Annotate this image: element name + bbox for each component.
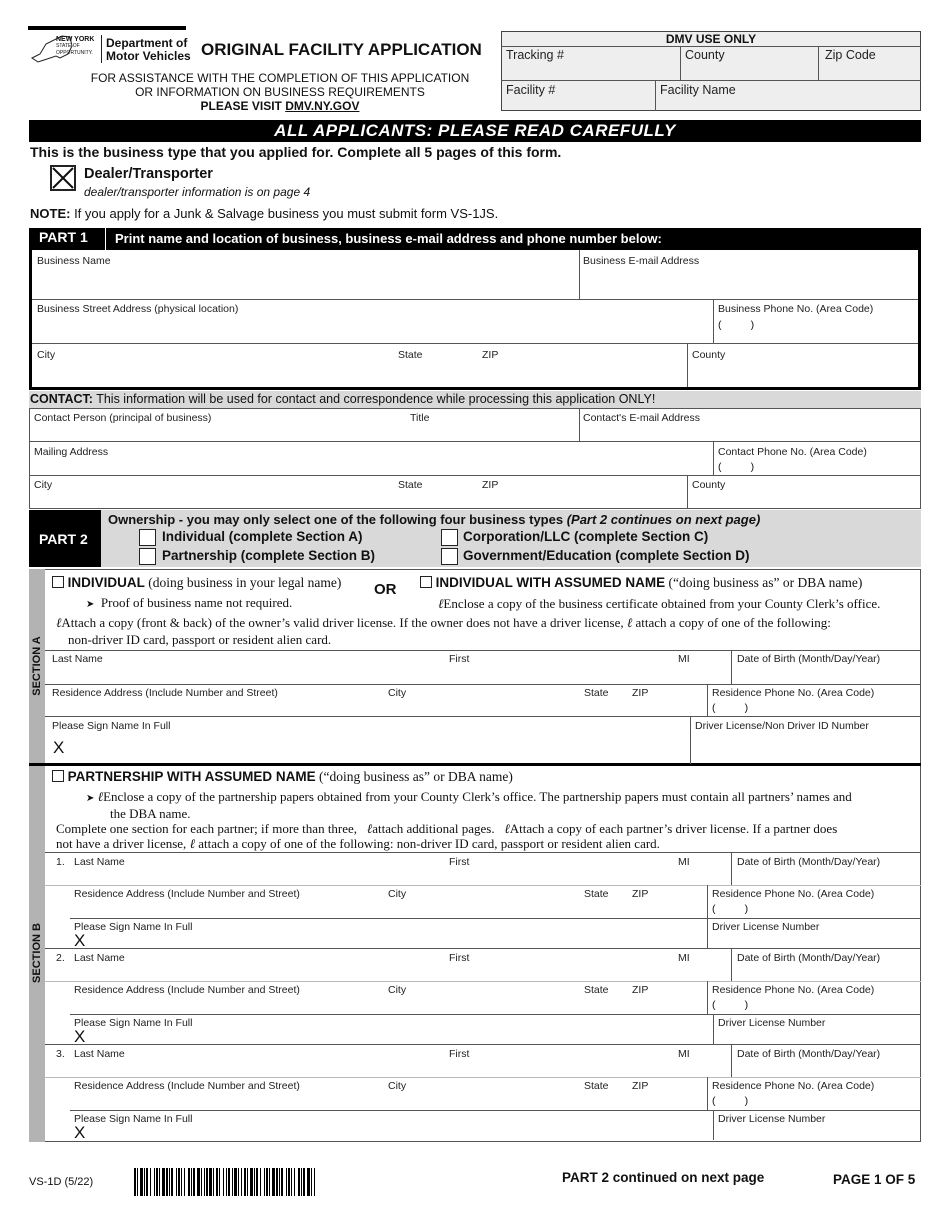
checked-x-icon [52,167,74,189]
contact-email-field[interactable]: Contact's E-mail Address [583,412,700,424]
barcode-bar [213,1168,214,1196]
header [0,0,950,118]
business-street-field[interactable]: Business Street Address (physical location) [37,303,239,315]
junk-salvage-note [30,206,498,221]
partnership-option-checkbox[interactable] [139,548,156,565]
agency-line2: Motor Vehicles [106,49,191,63]
barcode-bar [294,1168,295,1196]
barcode-bar [191,1168,192,1196]
barcode-bar [154,1168,155,1196]
partner-2-zip-field[interactable]: ZIP [632,984,649,996]
paperclip-icon: ℓ [438,596,444,611]
part2-heading [108,512,760,527]
partner-2-city-field[interactable]: City [388,984,407,996]
contact-label: CONTACT: [30,392,93,406]
attach-license-line [56,615,831,631]
section-a-col-divider-3 [690,716,691,764]
assist-line2: OR INFORMATION ON BUSINESS REQUIREMENTS [135,85,425,99]
contact-col-divider-3 [687,475,688,509]
individual-city-field[interactable]: City [388,687,407,699]
business-zip-field[interactable]: ZIP [482,349,499,361]
government-option-checkbox[interactable] [441,548,458,565]
barcode-bar [137,1168,138,1196]
individual-option-checkbox[interactable] [139,529,156,546]
partner-1-col-divider-1 [731,852,732,885]
attach-license-line-2: non-driver ID card, passport or resident alien card. [68,632,332,647]
assistance-text [80,71,480,113]
arrow-bullet-icon: ➤ [86,599,95,610]
partnership-option-label: Partnership (complete Section B) [162,548,376,563]
attach-text-1: Attach a copy (front & back) of the owner’s valid driver license. If the owner does not have a driver license, [61,615,624,630]
partner-3-number: 3. [56,1048,65,1060]
mailing-address-field[interactable]: Mailing Address [34,446,109,458]
partner-2-col-divider-2 [707,981,708,1014]
barcode-bar [193,1168,195,1196]
contact-text: This information will be used for contact and correspondence while processing this application ONLY! [92,392,656,406]
section-a-col-divider-2 [707,684,708,716]
partner-1-signature-x: X [74,931,86,950]
partner-2-residence-phone-field[interactable]: Residence Phone No. (Area Code) [712,984,875,996]
barcode-bar [254,1168,255,1196]
barcode-bar [256,1168,258,1196]
section-a-row-divider-3 [45,716,921,717]
partner-1-first-name-field[interactable]: First [449,856,470,868]
complete-text-2b: attach a copy of one of the following: non-driver ID card, passport or resident alien card. [198,836,660,851]
individual-dob-field[interactable]: Date of Birth (Month/Day/Year) [737,653,881,665]
complete-text-a: Complete one section for each partner; if more than three, [56,821,358,836]
complete-text-2a: not have a driver license, [56,836,187,851]
partner-2-signature-x: X [74,1027,86,1046]
partner-1-top-divider [45,852,921,853]
barcode-bar [260,1168,261,1196]
or-separator: OR [374,581,397,598]
barcode-bar [241,1168,242,1196]
partnership-enclose-line [86,789,852,805]
contact-phone-field[interactable]: Contact Phone No. (Area Code) [718,446,867,458]
complete-text-c: Attach a copy of each partner’s driver license. If a partner does [509,821,838,836]
partner-2-mi-field[interactable]: MI [678,952,690,964]
individual-dba-checkbox[interactable] [420,576,432,588]
barcode-bar [206,1168,208,1196]
assist-line3 [80,99,480,113]
dealer-transporter-title: Dealer/Transporter [84,166,213,182]
barcode-bar [156,1168,158,1196]
partner-1-residence-phone-field[interactable]: Residence Phone No. (Area Code) [712,888,875,900]
individual-state-field[interactable]: State [584,687,609,699]
barcode-bar [134,1168,136,1196]
corporation-option-checkbox[interactable] [441,529,458,546]
barcode-bar [279,1168,280,1196]
partner-1-row-divider-1 [45,885,921,886]
barcode-bar [276,1168,278,1196]
barcode-bar [238,1168,239,1196]
barcode-bar [291,1168,292,1196]
individual-phone-area-parens: ( ) [712,702,749,714]
dmv-divider-2 [501,80,921,81]
barcode-bar [314,1168,315,1196]
assist-line1: FOR ASSISTANCE WITH THE COMPLETION OF THIS APPLICATION [90,71,470,85]
barcode-bar [281,1168,283,1196]
assist-prefix: PLEASE VISIT [200,99,286,113]
partnership-subtitle: (“doing business as” or DBA name) [315,769,513,784]
form-id: VS-1D (5/22) [29,1176,94,1188]
partner-3-row-divider-1 [45,1077,921,1078]
part1-label: PART 1 [39,229,88,245]
barcode-bar [169,1168,170,1196]
barcode-bar [159,1168,160,1196]
partner-3-city-field[interactable]: City [388,1080,407,1092]
barcode-bar [188,1168,190,1196]
partner-3-residence-field[interactable]: Residence Address (Include Number and Street) [74,1080,300,1092]
section-b-label: SECTION B [31,923,43,983]
business-phone-field[interactable]: Business Phone No. (Area Code) [718,303,874,315]
partner-2-license-field[interactable]: Driver License Number [718,1017,826,1029]
dealer-transporter-note: dealer/transporter information is on page 4 [84,185,311,199]
barcode-bar [234,1168,237,1196]
barcode-bar [226,1168,227,1196]
partner-1-row-divider-2 [70,918,921,919]
partner-3-top-divider [45,1044,921,1045]
partnership-title-line [52,769,513,785]
barcode-bar [171,1168,173,1196]
paperclip-icon: ℓ [189,836,195,851]
logo-state-line2: STATE OF [56,43,80,49]
partner-3-license-field[interactable]: Driver License Number [718,1113,826,1125]
partner-2-number: 2. [56,952,65,964]
barcode-bar [272,1168,275,1196]
dmv-divider-3 [680,46,681,80]
partner-1-number: 1. [56,856,65,868]
individual-mi-field[interactable]: MI [678,653,690,665]
barcode-bar [288,1168,290,1196]
proof-line [86,595,292,611]
barcode-image [134,1168,316,1196]
page-number: PAGE 1 OF 5 [833,1172,916,1187]
business-name-field[interactable]: Business Name [37,255,111,267]
partnership-complete-line-2 [56,836,660,852]
note-text: If you apply for a Junk & Salvage business you must submit form VS-1JS. [70,206,499,221]
part1-col-divider-2 [713,299,714,343]
partner-3-signature-x: X [74,1123,86,1142]
individual-title: INDIVIDUAL [67,575,145,590]
dba-subtitle: (“doing business as” or DBA name) [665,575,863,590]
barcode-bar [146,1168,148,1196]
partner-3-first-name-field[interactable]: First [449,1048,470,1060]
barcode-bar [301,1168,302,1196]
part1-heading: Print name and location of business, business e-mail address and phone number below: [115,231,662,246]
complete-text-b: attach additional pages. [372,821,495,836]
section-a-row-divider-2 [45,684,921,685]
part2-heading-text: Ownership - you may only select one of the following four business types [108,512,567,527]
contact-title-field[interactable]: Title [410,412,430,424]
partner-2-residence-field[interactable]: Residence Address (Include Number and Street) [74,984,300,996]
dba-line [420,575,862,591]
partner-2-dob-field[interactable]: Date of Birth (Month/Day/Year) [737,952,881,964]
contact-col-divider-2 [713,441,714,475]
partner-2-phone-area-parens: ( ) [712,999,749,1011]
individual-signature-field[interactable]: Please Sign Name In Full [52,720,171,732]
banner-text: ALL APPLICANTS: PLEASE READ CAREFULLY [274,121,676,140]
paperclip-icon: ℓ [366,821,373,836]
partner-1-city-field[interactable]: City [388,888,407,900]
partner-3-col-divider-2 [707,1077,708,1110]
partner-3-zip-field[interactable]: ZIP [632,1080,649,1092]
contact-row-divider-2 [29,475,921,476]
part1-row-divider-2 [32,343,918,344]
partner-2-col-divider-1 [731,948,732,981]
contact-col-divider-1 [579,408,580,441]
paperclip-icon: ℓ [626,615,633,630]
business-type-intro: This is the business type that you applied for. Complete all 5 pages of this form. [30,144,562,160]
business-county-field[interactable]: County [692,349,726,361]
individual-residence-phone-field[interactable]: Residence Phone No. (Area Code) [712,687,875,699]
barcode-bar [166,1168,168,1196]
dmv-divider-1 [501,46,921,47]
barcode-bar [307,1168,310,1196]
barcode-bar [150,1168,151,1196]
business-state-field[interactable]: State [398,349,423,361]
barcode-bar [216,1168,218,1196]
contact-person-field[interactable]: Contact Person (principal of business) [34,412,212,424]
barcode-bar [197,1168,200,1196]
partner-1-dob-field[interactable]: Date of Birth (Month/Day/Year) [737,856,881,868]
barcode-bar [298,1168,300,1196]
partnership-title: PARTNERSHIP WITH ASSUMED NAME [67,769,316,784]
dmv-facility-name-field: Facility Name [660,83,736,97]
section-a-row-divider-1 [45,650,921,651]
partner-2-last-name-field[interactable]: Last Name [74,952,125,964]
barcode-bar [232,1168,233,1196]
individual-zip-field[interactable]: ZIP [632,687,649,699]
barcode-bar [303,1168,305,1196]
barcode-bar [181,1168,182,1196]
partner-3-last-name-field[interactable]: Last Name [74,1048,125,1060]
dmv-divider-4 [818,46,819,80]
partner-3-mi-field[interactable]: MI [678,1048,690,1060]
dealer-transporter-checkbox[interactable] [50,165,76,191]
part1-row-divider-1 [32,299,918,300]
partnership-enclose-text: Enclose a copy of the partnership papers obtained from your County Clerk’s office. The partnership papers must contain all partners’ names and [103,789,852,804]
individual-first-name-field[interactable]: First [449,653,470,665]
paperclip-icon: ℓ [504,821,510,836]
barcode-bar [244,1168,246,1196]
barcode-bar [228,1168,230,1196]
individual-license-field[interactable]: Driver License/Non Driver ID Number [695,720,869,732]
dmv-county-field: County [685,48,725,62]
barcode-bar [178,1168,180,1196]
section-a-label: SECTION A [31,636,43,696]
barcode-bar [184,1168,185,1196]
arrow-bullet-icon: ➤ [86,793,95,804]
individual-option-label: Individual (complete Section A) [162,529,363,544]
partner-1-license-field[interactable]: Driver License Number [712,921,820,933]
contact-row-divider-1 [29,441,921,442]
individual-last-name-field[interactable]: Last Name [52,653,103,665]
barcode-bar [219,1168,220,1196]
page-title: ORIGINAL FACILITY APPLICATION [201,40,482,59]
partner-1-col-divider-2 [707,885,708,918]
dmv-tracking-field: Tracking # [506,48,564,62]
contact-city-field[interactable]: City [34,479,53,491]
individual-checkbox[interactable] [52,576,64,588]
dmv-use-only-title: DMV USE ONLY [665,32,757,46]
partner-1-residence-field[interactable]: Residence Address (Include Number and Street) [74,888,300,900]
dba-title: INDIVIDUAL WITH ASSUMED NAME [435,575,666,590]
contact-heading [30,392,655,406]
proof-text: Proof of business name not required. [100,595,293,610]
barcode-bar [247,1168,248,1196]
business-email-field[interactable]: Business E-mail Address [583,255,700,267]
enclose-line [438,596,880,612]
partnership-checkbox[interactable] [52,770,64,782]
barcode-bar [286,1168,287,1196]
logo-state-line1: NEW YORK [56,36,95,43]
partner-1-signature-field[interactable]: Please Sign Name In Full [74,921,193,933]
barcode-bar [223,1168,224,1196]
barcode-bar [250,1168,253,1196]
partner-2-signature-field[interactable]: Please Sign Name In Full [74,1017,193,1029]
business-phone-area-parens: ( ) [718,319,755,331]
header-rule [28,26,186,30]
logo-state-line3: OPPORTUNITY. [56,50,93,56]
partner-1-col-divider-3 [707,918,708,948]
individual-residence-field[interactable]: Residence Address (Include Number and Street) [52,687,278,699]
partner-2-top-divider [45,948,921,949]
note-label: NOTE: [30,206,71,221]
partner-3-residence-phone-field[interactable]: Residence Phone No. (Area Code) [712,1080,875,1092]
business-city-field[interactable]: City [37,349,56,361]
partner-1-state-field[interactable]: State [584,888,609,900]
individual-signature-x: X [53,738,65,757]
logo-text [56,36,100,57]
partner-1-phone-area-parens: ( ) [712,903,749,915]
barcode-bar [162,1168,165,1196]
partner-3-state-field[interactable]: State [584,1080,609,1092]
part1-col-divider-3 [687,343,688,387]
partner-2-first-name-field[interactable]: First [449,952,470,964]
partner-1-zip-field[interactable]: ZIP [632,888,649,900]
individual-subtitle: (doing business in your legal name) [144,575,342,590]
part2-label: PART 2 [39,531,88,547]
contact-county-field[interactable]: County [692,479,726,491]
partner-3-phone-area-parens: ( ) [712,1095,749,1107]
part2-heading-note: (Part 2 continues on next page) [566,512,761,527]
barcode-bar [144,1168,145,1196]
barcode-bar [269,1168,270,1196]
partnership-enclose-line-2: the DBA name. [110,806,191,821]
barcode-bar [140,1168,143,1196]
contact-phone-area-parens: ( ) [718,461,755,473]
agency-name [106,37,191,63]
dmv-website-link[interactable]: DMV.NY.GOV [285,99,360,113]
partner-2-row-divider-2 [70,1014,921,1015]
partner-2-col-divider-3 [713,1014,714,1044]
part1-label-divider [105,228,106,250]
dmv-divider-5 [655,80,656,111]
barcode-bar [176,1168,177,1196]
partner-1-last-name-field[interactable]: Last Name [74,856,125,868]
part1-col-divider-1 [579,250,580,299]
partner-3-dob-field[interactable]: Date of Birth (Month/Day/Year) [737,1048,881,1060]
partnership-complete-line [56,821,837,837]
barcode-bar [204,1168,205,1196]
partner-3-signature-field[interactable]: Please Sign Name In Full [74,1113,193,1125]
corporation-option-label: Corporation/LLC (complete Section C) [463,529,709,544]
barcode-bar [209,1168,212,1196]
contact-zip-field[interactable]: ZIP [482,479,499,491]
paperclip-icon: ℓ [56,615,62,630]
attach-text-1b: attach a copy of one of the following: [635,615,831,630]
enclose-text: Enclose a copy of the business certificate obtained from your County Clerk’s office. [443,596,881,611]
partner-2-state-field[interactable]: State [584,984,609,996]
partner-1-mi-field[interactable]: MI [678,856,690,868]
agency-line1: Department of [106,36,188,50]
individual-line [52,575,341,591]
partner-3-col-divider-3 [713,1110,714,1140]
paperclip-icon: ℓ [97,789,104,804]
barcode-bar [264,1168,265,1196]
barcode-bar [311,1168,312,1196]
contact-state-field[interactable]: State [398,479,423,491]
section-a-col-divider-1 [731,650,732,684]
partner-2-row-divider-1 [45,981,921,982]
logo-divider [101,35,102,63]
barcode-bar [201,1168,202,1196]
partner-3-row-divider-2 [70,1110,921,1111]
partner-3-col-divider-1 [731,1044,732,1077]
dmv-facility-no-field: Facility # [506,83,556,97]
government-option-label: Government/Education (complete Section D) [463,548,750,563]
part2-continued-note: PART 2 continued on next page [562,1170,765,1185]
dmv-zip-field: Zip Code [825,48,876,62]
barcode-bar [266,1168,268,1196]
